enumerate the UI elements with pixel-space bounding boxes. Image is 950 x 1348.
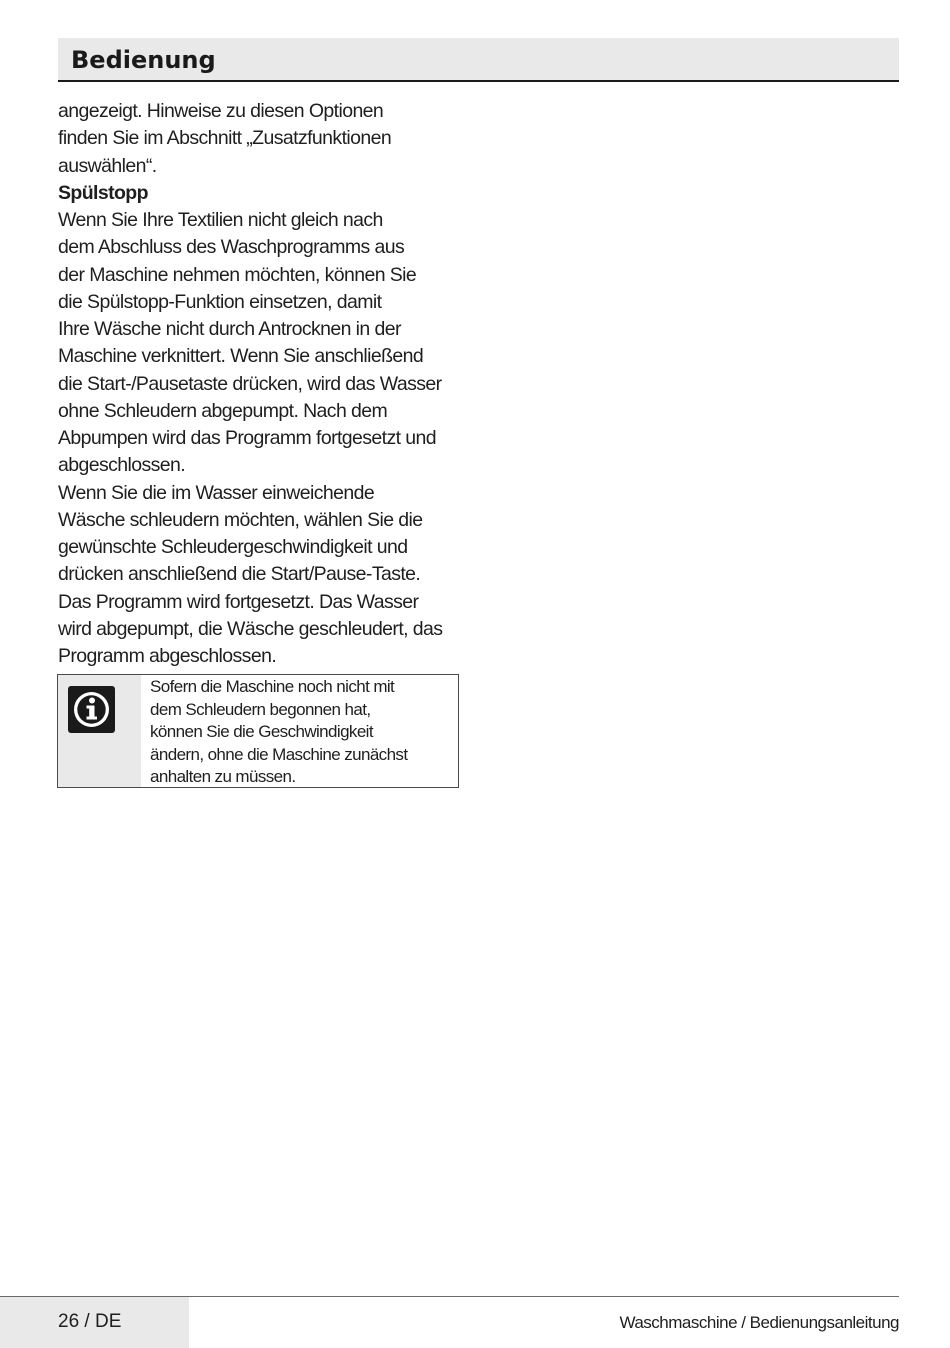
info-note-box	[57, 674, 459, 788]
text-line: Abpumpen wird das Programm fortgesetzt und	[58, 427, 436, 449]
subsection-heading: Spülstopp	[58, 181, 148, 204]
text-line: die Start-/Pausetaste drücken, wird das Wasser	[58, 372, 442, 395]
text-line: gewünschte Schleudergeschwindigkeit und	[58, 536, 408, 558]
text-line: Maschine verknittert. Wenn Sie anschließend	[58, 345, 424, 368]
text-line: der Maschine nehmen möchten, können Sie	[58, 263, 417, 286]
text-line: Wäsche schleudern möchten, wählen Sie die	[58, 508, 423, 531]
info-icon	[68, 686, 115, 733]
text-line: auswählen“.	[58, 154, 157, 177]
text-line: Wenn Sie Ihre Textilien nicht gleich nach	[58, 209, 383, 231]
text-line: dem Abschluss des Waschprogramms aus	[58, 236, 405, 259]
main-text	[58, 98, 473, 670]
info-line: Sofern die Maschine noch nicht mit	[150, 677, 395, 696]
text-line: Programm abgeschlossen.	[58, 645, 277, 667]
info-line: ändern, ohne die Maschine zunächst	[150, 744, 408, 764]
info-note-text	[150, 676, 455, 789]
text-line: drücken anschließend die Start/Pause-Taste.	[58, 563, 421, 586]
text-line: Ihre Wäsche nicht durch Antrocknen in der	[58, 318, 401, 340]
text-line: Das Programm wird fortgesetzt. Das Wasser	[58, 590, 419, 613]
text-line: die Spülstopp-Funktion einsetzen, damit	[58, 290, 382, 313]
section-header	[58, 38, 899, 82]
page-number: 26 / DE	[58, 1311, 122, 1332]
text-line: abgeschlossen.	[58, 454, 186, 477]
text-line: wird abgepumpt, die Wäsche geschleudert, das	[58, 617, 443, 640]
document-title: Waschmaschine / Bedienungsanleitung	[619, 1313, 899, 1332]
text-line: Wenn Sie die im Wasser einweichende	[58, 481, 375, 504]
text-line: ohne Schleudern abgepumpt. Nach dem	[58, 399, 388, 422]
section-title: Bedienung	[71, 46, 216, 74]
info-icon-cell	[58, 675, 141, 787]
info-line: dem Schleudern begonnen hat,	[150, 699, 371, 719]
text-line: angezeigt. Hinweise zu diesen Optionen	[58, 100, 384, 122]
info-line: anhalten zu müssen.	[150, 767, 296, 786]
info-line: können Sie die Geschwindigkeit	[150, 722, 373, 741]
text-line: finden Sie im Abschnitt „Zusatzfunktionen	[58, 127, 392, 150]
